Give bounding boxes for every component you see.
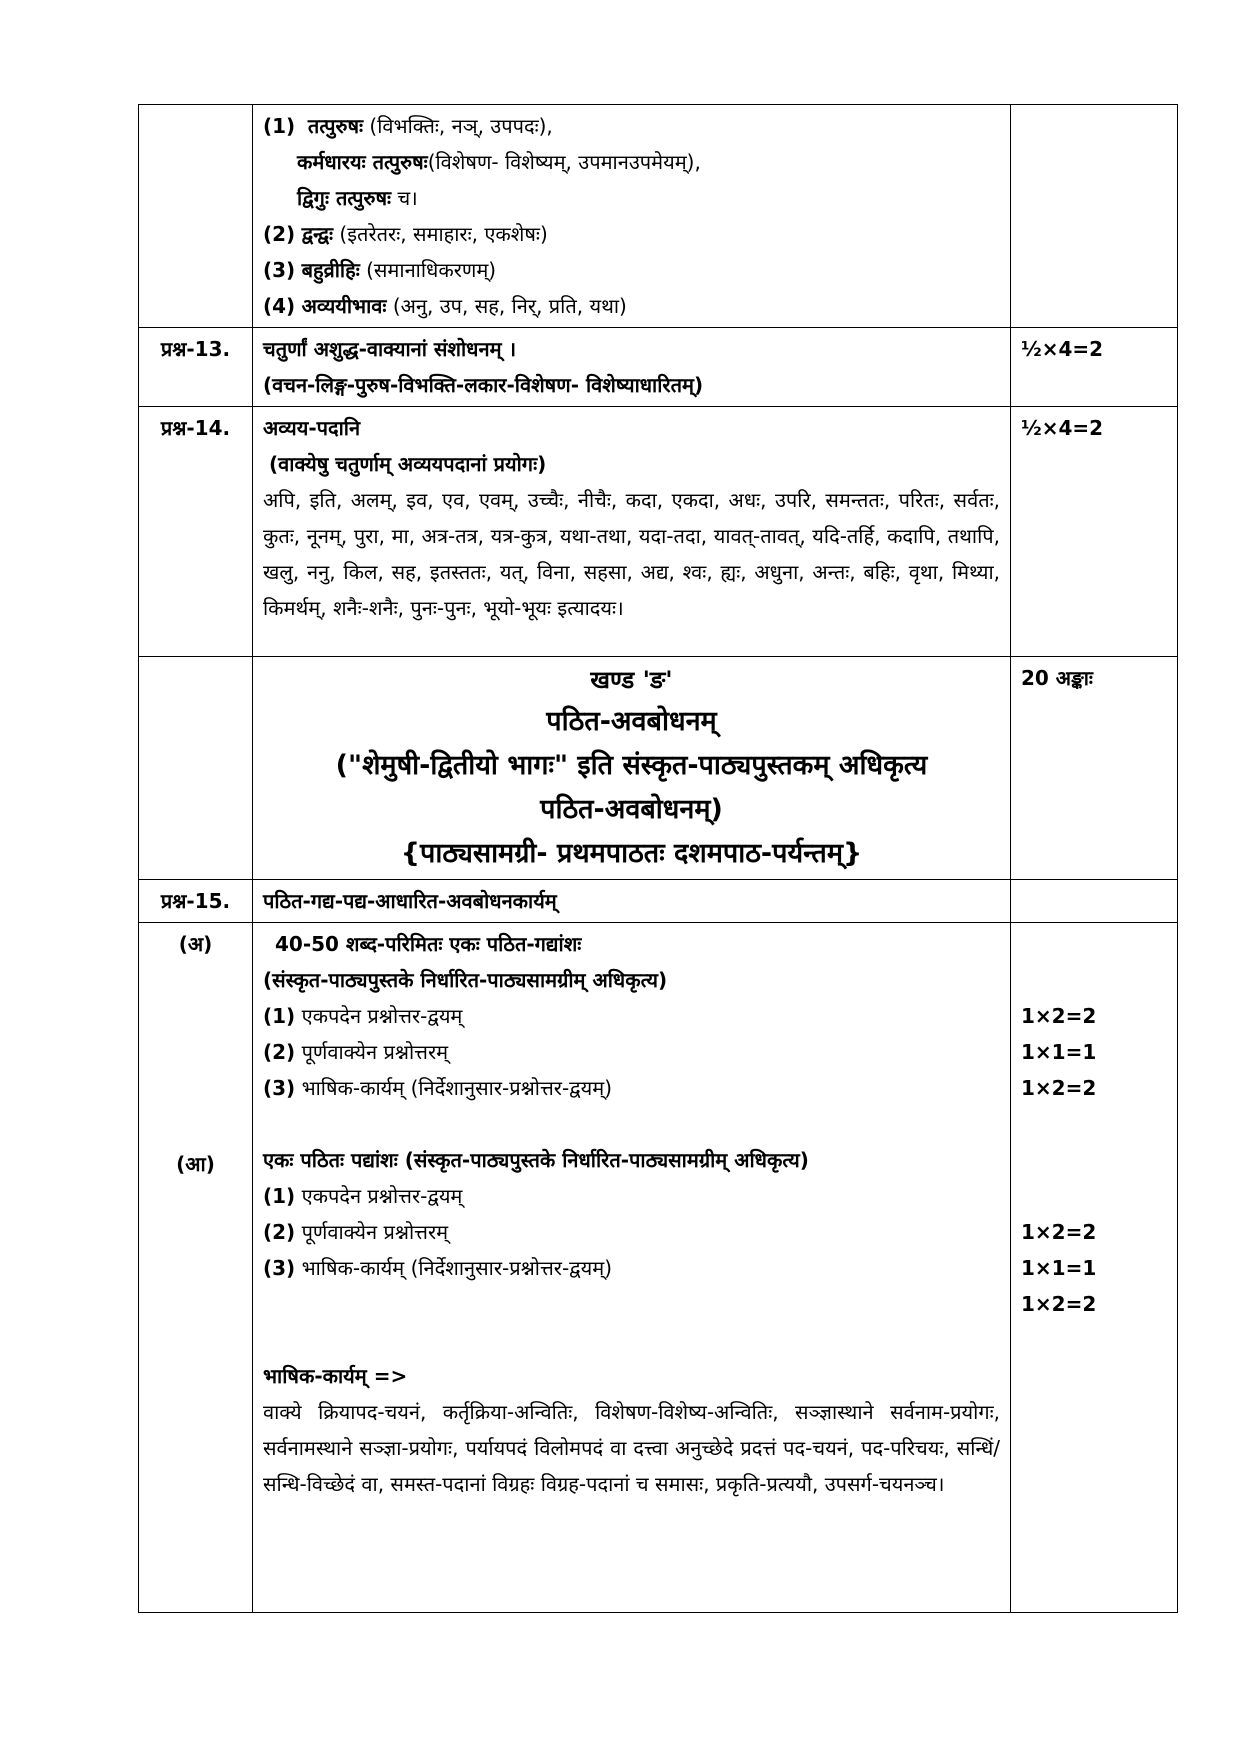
content-cell <box>253 407 1011 657</box>
part-label: (अ) <box>178 932 213 956</box>
question-title: पठित-गद्य-पद्य-आधारित-अवबोधनकार्यम् <box>263 889 557 913</box>
marks-cell <box>1011 880 1178 923</box>
item-number: (2) <box>263 1220 296 1244</box>
samasa-detail: (इतरेतरः, समाहारः, एकशेषः) <box>339 222 548 246</box>
part-heading: (संस्कृत-पाठ्यपुस्तके निर्धारित-पाठ्यसामग्रीम् अधिकृत्य) <box>263 968 668 992</box>
samasa-heading: द्वन्द्वः <box>301 222 334 246</box>
samasa-detail: (समानाधिकरणम्) <box>366 258 497 282</box>
table-row <box>139 657 1178 880</box>
marks-value: 1×2=2 <box>1021 1292 1097 1316</box>
label-cell <box>139 105 253 328</box>
content-cell <box>253 105 1011 328</box>
table-row <box>139 923 1178 1613</box>
question-subtitle: (वाक्येषु चतुर्णाम् अव्ययपदानां प्रयोगः) <box>269 452 547 476</box>
marks-value: 1×2=2 <box>1021 1004 1097 1028</box>
part-heading: 40-50 शब्द-परिमितः एकः पठित-गद्यांशः <box>275 932 582 956</box>
list-item: एकपदेन प्रश्नोत्तर-द्वयम् <box>301 1184 463 1208</box>
samasa-heading: बहुव्रीहिः <box>301 258 360 282</box>
marks-value: 1×2=2 <box>1021 1076 1097 1100</box>
list-item: पूर्णवाक्येन प्रश्नोत्तरम् <box>301 1040 449 1064</box>
content-cell <box>253 923 1011 1613</box>
list-item: पूर्णवाक्येन प्रश्नोत्तरम् <box>301 1220 449 1244</box>
list-item: एकपदेन प्रश्नोत्तर-द्वयम् <box>301 1004 463 1028</box>
marks-value: 1×1=1 <box>1021 1040 1097 1064</box>
content-cell <box>253 328 1011 407</box>
section-line: पठित-अवबोधनम् <box>546 706 717 737</box>
question-number: प्रश्न-13. <box>139 328 253 407</box>
samasa-detail: च। <box>397 186 418 210</box>
question-number: प्रश्न-15. <box>139 880 253 923</box>
marks-cell <box>1011 657 1178 880</box>
item-number: (1) <box>263 114 296 138</box>
marks-value: ½×4=2 <box>1021 337 1104 361</box>
samasa-heading: तत्पुरुषः <box>307 114 364 138</box>
samasa-detail: (विशेषण- विशेष्यम्, उपमानउपमेयम्), <box>427 150 701 174</box>
item-number: (4) <box>263 294 296 318</box>
marks-cell <box>1011 105 1178 328</box>
marks-value: 1×1=1 <box>1021 1256 1097 1280</box>
section-line: ("शेमुषी-द्वितीयो भागः" इति संस्कृत-पाठ्यपुस्तकम् अधिकृत्य <box>335 750 928 781</box>
list-item: भाषिक-कार्यम् (निर्देशानुसार-प्रश्नोत्तर-द्वयम्) <box>301 1076 613 1100</box>
item-number: (3) <box>263 1256 296 1280</box>
section-title: खण्ड 'ङ' <box>590 666 673 694</box>
question-subtitle: (वचन-लिङ्ग-पुरुष-विभक्ति-लकार-विशेषण- विशेष्याधारितम्) <box>263 373 704 397</box>
bhashik-heading: भाषिक-कार्यम् => <box>263 1364 408 1388</box>
marks-cell <box>1011 407 1178 657</box>
question-title: अव्यय-पदानि <box>263 416 361 440</box>
label-cell <box>139 657 253 880</box>
marks-value: ½×4=2 <box>1021 416 1104 440</box>
marks-value: 1×2=2 <box>1021 1220 1097 1244</box>
samasa-detail: (अनु, उप, सह, निर्, प्रति, यथा) <box>392 294 627 318</box>
content-cell <box>253 880 1011 923</box>
item-number: (3) <box>263 1076 296 1100</box>
marks-cell <box>1011 923 1178 1613</box>
question-title: चतुर्णां अशुद्ध-वाक्यानां संशोधनम् । <box>263 337 517 361</box>
table-row <box>139 328 1178 407</box>
syllabus-table <box>138 104 1178 1613</box>
samasa-heading: द्विगुः तत्पुरुषः <box>297 186 392 210</box>
section-line: पठित-अवबोधनम्) <box>540 794 723 825</box>
part-heading: एकः पठितः पद्यांशः (संस्कृत-पाठ्यपुस्तके निर्धारित-पाठ्यसामग्रीम् अधिकृत्य) <box>263 1148 809 1172</box>
samasa-heading: कर्मधारयः तत्पुरुषः <box>297 150 428 174</box>
table-row <box>139 105 1178 328</box>
marks-cell <box>1011 328 1178 407</box>
item-number: (3) <box>263 258 296 282</box>
list-item: भाषिक-कार्यम् (निर्देशानुसार-प्रश्नोत्तर-द्वयम्) <box>301 1256 613 1280</box>
marks-value: 20 अङ्काः <box>1021 666 1093 690</box>
avyaya-list: अपि, इति, अलम्, इव, एव, एवम्, उच्चैः, नीचैः, कदा, एकदा, अधः, उपरि, समन्ततः, परितः, सर्वतः, कुतः, नूनम्, पुरा, मा, अत्र-तत्र, यत्र-कुत्र, यथा-तथा, यदा-तदा, यावत्-तावत्, यदि-तर्हि, कदापि, तथापि, खलु, ननु, किल, सह, इतस्ततः, यत्, विना, सहसा, अद्य, श्वः, ह्यः, अधुना, अन्तः, बहिः, वृथा, मिथ्या, किमर्थम्, शनैः-शनैः, पुनः-पुनः, भूयो-भूयः इत्यादयः। <box>263 488 1000 620</box>
table-row <box>139 407 1178 657</box>
section-line: {पाठ्यसामग्री- प्रथमपाठतः दशमपाठ-पर्यन्तम्} <box>400 838 863 869</box>
table-row <box>139 880 1178 923</box>
samasa-heading: अव्ययीभावः <box>301 294 387 318</box>
item-number: (2) <box>263 1040 296 1064</box>
bhashik-body: वाक्ये क्रियापद-चयनं, कर्तृक्रिया-अन्वितिः, विशेषण-विशेष्य-अन्वितिः, सञ्ज्ञास्थाने सर्वनाम-प्रयोगः, सर्वनामस्थाने सञ्ज्ञा-प्रयोगः, पर्यायपदं विलोमपदं वा दत्त्वा अनुच्छेदे प्रदत्तं पद-चयनं, पद-परिचयः, सन्धिं/सन्धि-विच्छेदं वा, समस्त-पदानां विग्रहः विग्रह-पदानां च समासः, प्रकृति-प्रत्ययौ, उपसर्ग-चयनञ्च। <box>263 1400 1000 1496</box>
section-heading <box>253 657 1011 880</box>
item-number: (1) <box>263 1184 296 1208</box>
item-number: (2) <box>263 222 296 246</box>
label-cell <box>139 923 253 1613</box>
item-number: (1) <box>263 1004 296 1028</box>
samasa-detail: (विभक्तिः, नञ्, उपपदः), <box>369 114 553 138</box>
part-label: (आ) <box>176 1152 215 1176</box>
question-number: प्रश्न-14. <box>139 407 253 657</box>
